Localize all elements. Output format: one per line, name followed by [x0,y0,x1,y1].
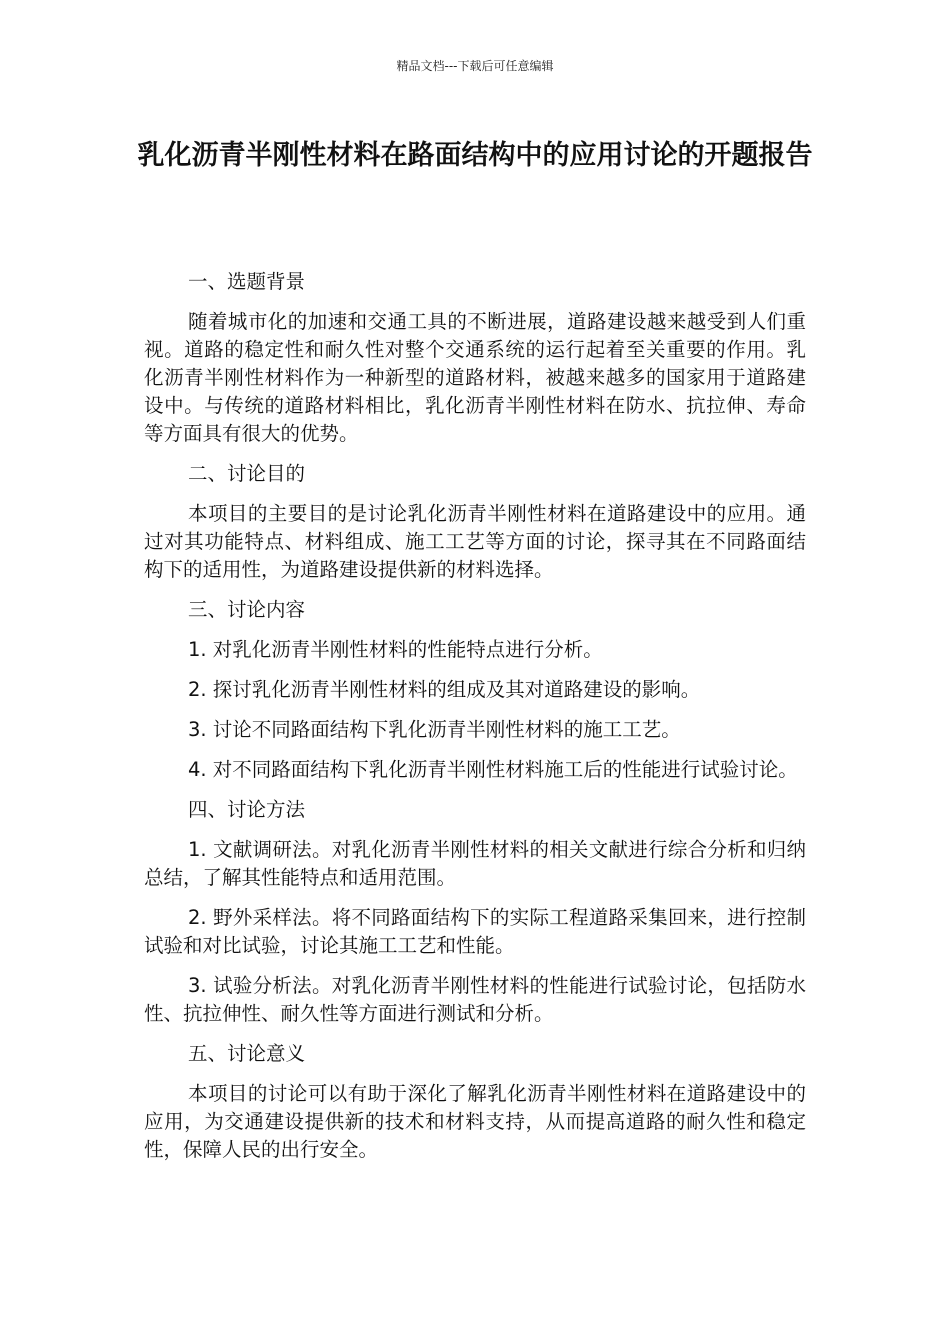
paragraph-significance: 本项目的讨论可以有助于深化了解乳化沥青半刚性材料在道路建设中的应用，为交通建设提供新的技术和材料支持，从而提高道路的耐久性和稳定性，保障人民的出行安全。 [144,1082,806,1161]
section-heading-methods: 四、讨论方法 [188,798,306,821]
section-heading-background: 一、选题背景 [188,270,306,293]
section-heading-purpose: 二、讨论目的 [188,462,306,485]
list-item-content-4: 4. 对不同路面结构下乳化沥青半刚性材料施工后的性能进行试验讨论。 [188,758,798,781]
paragraph-purpose: 本项目的主要目的是讨论乳化沥青半刚性材料在道路建设中的应用。通过对其功能特点、材料组成、施工工艺等方面的讨论，探寻其在不同路面结构下的适用性，为道路建设提供新的材料选择。 [144,502,806,581]
list-item-content-1: 1. 对乳化沥青半刚性材料的性能特点进行分析。 [188,638,603,661]
list-item-method-1: 1. 文献调研法。对乳化沥青半刚性材料的相关文献进行综合分析和归纳总结，了解其性能特点和适用范围。 [144,838,806,889]
list-item-content-2: 2. 探讨乳化沥青半刚性材料的组成及其对道路建设的影响。 [188,678,701,701]
document-body [144,268,806,1176]
paragraph-background: 随着城市化的加速和交通工具的不断进展，道路建设越来越受到人们重视。道路的稳定性和耐久性对整个交通系统的运行起着至关重要的作用。乳化沥青半刚性材料作为一种新型的道路材料，被越来越多的国家用于道路建设中。与传统的道路材料相比，乳化沥青半刚性材料在防水、抗拉伸、寿命等方面具有很大的优势。 [144,310,806,445]
section-heading-content: 三、讨论内容 [188,598,306,621]
page-header-note: 精品文档---下载后可任意编辑 [396,59,554,73]
list-item-method-3: 3. 试验分析法。对乳化沥青半刚性材料的性能进行试验讨论，包括防水性、抗拉伸性、耐久性等方面进行测试和分析。 [144,974,806,1025]
list-item-content-3: 3. 讨论不同路面结构下乳化沥青半刚性材料的施工工艺。 [188,718,681,741]
list-item-method-2: 2. 野外采样法。将不同路面结构下的实际工程道路采集回来，进行控制试验和对比试验，讨论其施工工艺和性能。 [144,906,806,957]
document-title: 乳化沥青半刚性材料在路面结构中的应用讨论的开题报告 [137,140,813,171]
section-heading-significance: 五、讨论意义 [188,1042,306,1065]
